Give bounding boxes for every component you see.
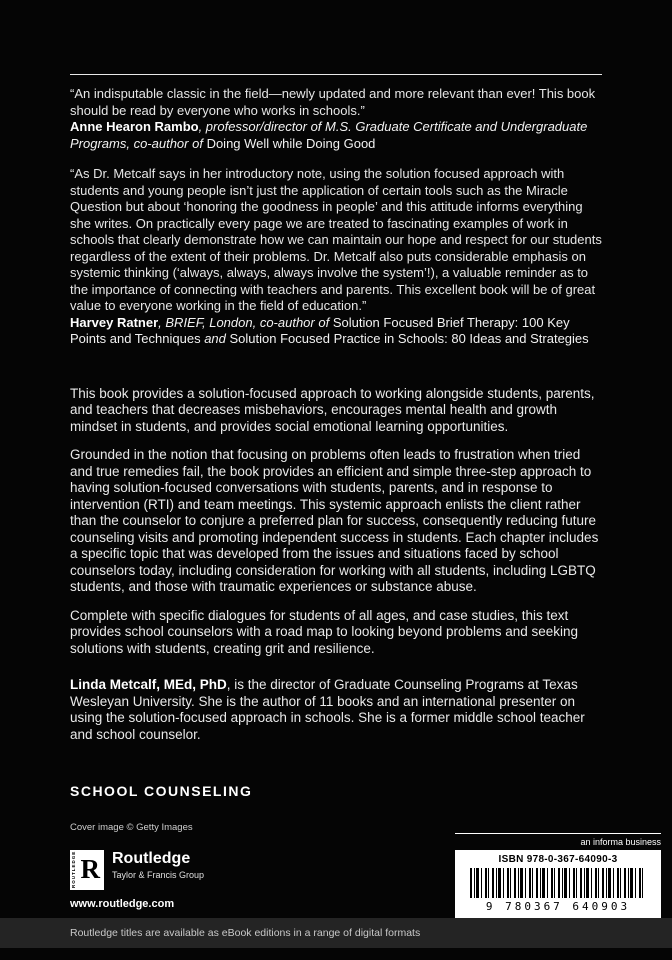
endorsement-quote-1 xyxy=(70,86,604,152)
endorsement-quote-2 xyxy=(70,166,604,348)
barcode xyxy=(455,850,661,918)
barcode-digits: 9 780367 640903 xyxy=(485,900,631,913)
author-bio-text: , is the director of Graduate Counseling Programs at Texas Wesleyan University. She is the author of 11 books and an international presenter on using the solution-focused approach in schools. She is a former middle school teacher and school counselor. xyxy=(70,677,585,742)
ebook-availability-note: Routledge titles are available as eBook editions in a range of digital formats xyxy=(0,918,672,948)
quote-attribution xyxy=(70,315,604,348)
cover-image-credit: Cover image © Getty Images xyxy=(70,822,193,833)
back-cover-text xyxy=(70,86,604,799)
publisher-url: www.routledge.com xyxy=(70,898,175,910)
author-bio xyxy=(70,677,604,743)
publisher-names xyxy=(112,850,204,880)
attribution-work: Solution Focused Brief Therapy: 100 Key Points and Techniques xyxy=(70,314,570,346)
description-paragraph: Complete with specific dialogues for students of all ages, and case studies, this text provides school counselors with a road map to looking beyond problems and seeking solutions with students, creating grit and resilience. xyxy=(70,607,579,656)
attribution-and: and xyxy=(200,331,230,346)
attribution-name: Anne Hearon Rambo xyxy=(70,119,199,134)
attribution-work-2: Solution Focused Practice in Schools: 80 Ideas and Strategies xyxy=(229,331,589,346)
taylor-francis-group-label: Taylor & Francis Group xyxy=(112,870,205,880)
book-description xyxy=(70,386,604,658)
routledge-logo xyxy=(70,850,104,890)
category-label: SCHOOL COUNSELING xyxy=(70,783,253,799)
quote-attribution xyxy=(70,119,604,152)
quote-text: “An indisputable classic in the field—newly updated and more relevant than ever! This book should be read by everyone who works in schools.” xyxy=(70,86,596,118)
attribution-name: Harvey Ratner xyxy=(70,314,159,330)
attribution-role: , BRIEF, London, co-author of xyxy=(158,314,333,330)
barcode-bars xyxy=(470,868,646,898)
publisher-block xyxy=(70,850,204,910)
attribution-role: , professor/director of M.S. Graduate Certificate and Undergraduate Programs, co-author of xyxy=(70,119,588,151)
informa-divider xyxy=(455,833,661,834)
isbn-label: ISBN 978-0-367-64090-3 xyxy=(498,854,618,865)
routledge-logo-letter: R xyxy=(80,854,100,884)
description-paragraph: This book provides a solution-focused approach to working alongside students, parents, and teachers that decreases misbehaviors, encourages mental health and growth mindset in students, and provides social emotional learning opportunities. xyxy=(70,385,595,434)
routledge-logo-vertical-text: ROUTLEDGE xyxy=(71,850,76,888)
description-paragraph: Grounded in the notion that focusing on problems often leads to frustration when tried and true remedies fail, the book provides an efficient and simple three-step approach to having solution-focused conversations with students, parents, and in response to intervention (RTI) and team meetings. This systemic approach enlists the client rather than the counselor to conjure a preferred plan for success, consequently reducing future counseling visits and promoting independent success in students. Each chapter includes a specific topic that was developed from the issues and situations faced by school counselors today, including consideration for working with all students, including LGBTQ students, and those with traumatic experiences or substance abuse. xyxy=(70,447,599,594)
informa-business-label: an informa business xyxy=(580,837,661,847)
quote-text: “As Dr. Metcalf says in her introductory note, using the solution focused approach with students and young people isn’t just the application of certain tools such as the Miracle Question but about ‘honoring the goodness in people’ and this attitude informs everything she writes. On practically every page we are treated to fascinating examples of work in schools that clearly demonstrate how we can maintain our hope and respect for our students regardless of the extent of their problems. Dr. Metcalf also puts considerable emphasis on systemic thinking (‘always, always, always involve the system’!), a valuable reminder as to the importance of connecting with teachers and parents. This excellent book will be of great value to everyone working in the field of education.” xyxy=(70,166,602,313)
attribution-work: Doing Well while Doing Good xyxy=(206,135,376,151)
routledge-wordmark: Routledge xyxy=(112,850,191,867)
top-divider xyxy=(70,74,602,75)
author-name: Linda Metcalf, MEd, PhD xyxy=(70,677,227,692)
